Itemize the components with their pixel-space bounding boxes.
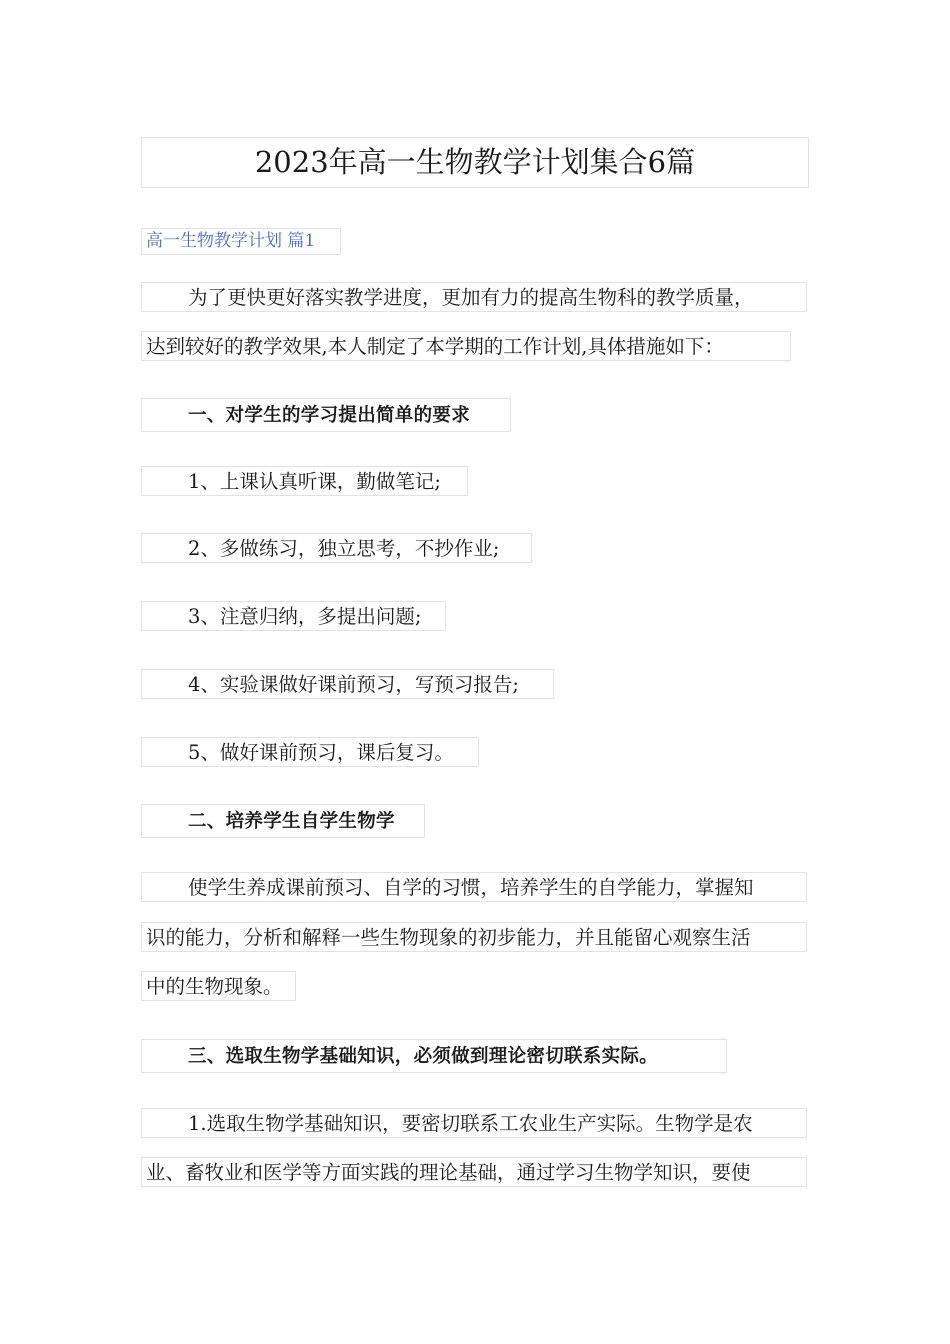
list-item-3: 3、注意归纳，多提出问题; [141,601,446,631]
intro-line-2: 达到较好的教学效果,本人制定了本学期的工作计划,具体措施如下： [141,331,791,361]
section-2-heading: 二、培养学生自学生物学 [141,804,425,838]
section-1-heading: 一、对学生的学习提出简单的要求 [141,398,511,432]
section-2-line-2: 识的能力，分析和解释一些生物现象的初步能力，并且能留心观察生活 [141,922,807,952]
list-item-5: 5、做好课前预习，课后复习。 [141,737,479,767]
intro-line-1: 为了更快更好落实教学进度，更加有力的提高生物科的教学质量， [141,282,807,312]
section-3-line-1: 1.选取生物学基础知识，要密切联系工农业生产实际。生物学是农 [141,1108,807,1138]
document-title: 2023年高一生物教学计划集合6篇 [141,137,809,188]
list-item-4: 4、实验课做好课前预习，写预习报告; [141,669,554,699]
list-item-2: 2、多做练习，独立思考，不抄作业; [141,533,532,563]
section-3-line-2: 业、畜牧业和医学等方面实践的理论基础，通过学习生物学知识，要使 [141,1157,807,1187]
section-3-heading: 三、选取生物学基础知识，必须做到理论密切联系实际。 [141,1039,727,1073]
article-subtitle: 高一生物教学计划 篇1 [141,228,341,255]
list-item-1: 1、上课认真听课，勤做笔记; [141,466,468,496]
section-2-line-3: 中的生物现象。 [141,971,296,1001]
section-2-line-1: 使学生养成课前预习、自学的习惯，培养学生的自学能力，掌握知 [141,872,807,902]
